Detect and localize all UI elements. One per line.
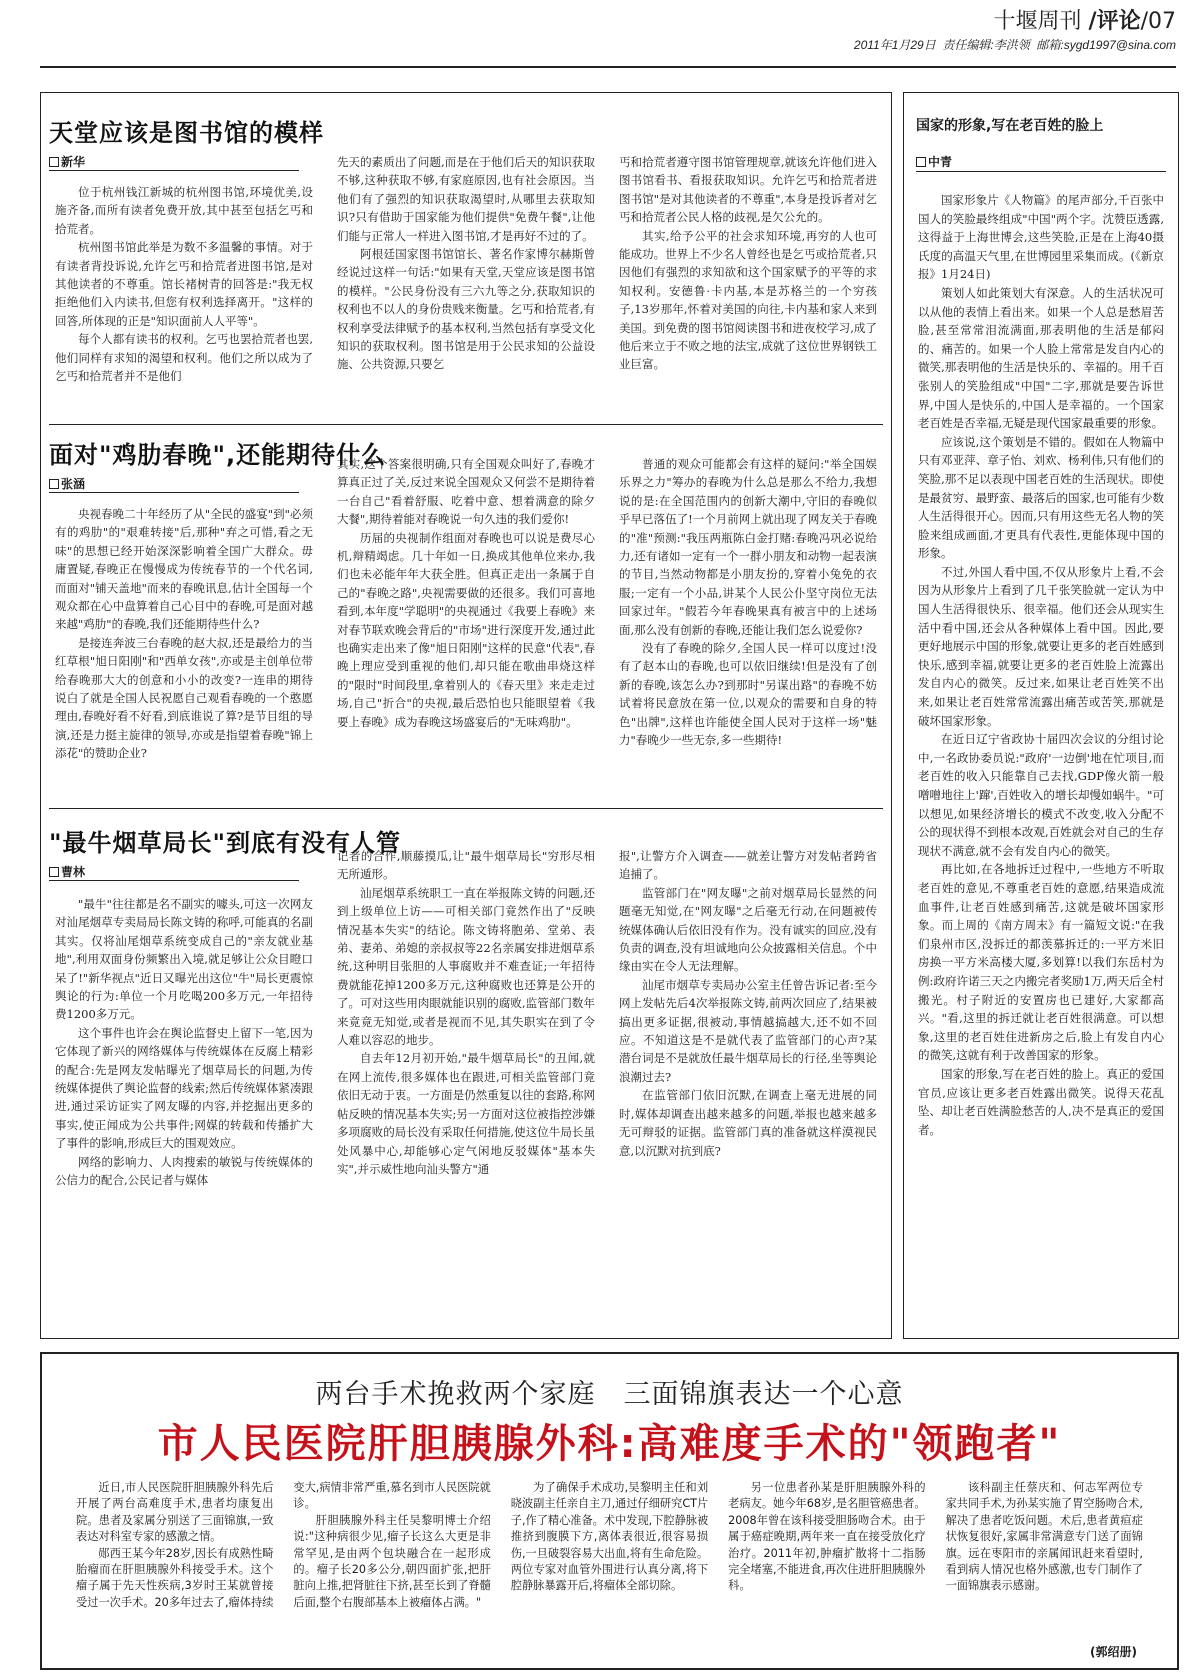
paragraph: 不过,外国人看中国,不仅从形象片上看,不会因为从形象片上看到了几千张笑脸就一定认为中国人生活得很快乐、很幸福。他们还会从现实生活中看中国,还会从各种媒体上看中国。因此,要更好地展示中国的形象,就要让更多的老百姓感到快乐,感到幸福,就要让更多的老百姓脸上流露出发自内心的微笑。反过来,如果让老百姓笑不出来,如果让老百姓常常流露出痛苦或苦笑,那就是破坏国家形象。 <box>918 564 1164 728</box>
paragraph: 阿根廷国家图书馆馆长、著名作家博尔赫斯曾经说过这样一句话:"如果有天堂,天堂应该是图书馆的模样。"公民身份没有三六九等之分,获取知识的权利也不以人的身份贵贱来衡量。乞丐和拾荒者,有权利享受法律赋予的基本权利,当然包括有享受文化知识的获取权利。图书馆是用于公民求知的公益设施、公共资源,只要乞 <box>337 247 595 372</box>
page-number: /07 <box>1140 9 1176 34</box>
paragraph: 记者的合作,顺藤摸瓜,让"最牛烟草局长"穷形尽相无所遁形。 <box>337 849 595 882</box>
paragraph: 该科副主任蔡庆和、何志军两位专家共同手术,为孙某实施了胃空肠吻合术,解决了患者吃饭问题。术后,患者黄疸症状恢复很好,家属非常满意专门送了面锦旗。远在枣阳市的亲属闻讯赶来看望时,看到病人情况也格外感激,也专门制作了一面锦旗表示感谢。 <box>945 1481 1143 1593</box>
article-column <box>55 183 313 419</box>
paragraph: "最牛"往往都是名不副实的噱头,可这一次网友对汕尾烟草专卖局局长陈文铸的称呼,可能真的名副其实。仅将汕尾烟草系统变成自己的"亲友就业基地",利用双面身份频繁出入境,就足够让公众目瞪口呆了!"新华视点"近日又曝光出这位"牛"局长更震惊舆论的行为:单位一个月吃喝200多万元,一年招待费1200多万元。 <box>55 897 313 1022</box>
paragraph: 是接连奔波三台春晚的赵大叔,还是最给力的当红草根"旭日阳刚"和"西单女孩",亦或是主创单位带给春晚那大大的创意和小小的改变?一连串的期待说白了就是全国人民祝愿自己观看春晚的一个憨愿理由,春晚好看不好看,到底谁说了算?是节目组的导演,还是力挺主旋律的领导,亦或是指望着春晚"锦上添花"的赞助企业? <box>55 635 313 761</box>
masthead <box>40 0 1176 68</box>
paragraph: 另一位患者孙某是肝胆胰腺外科的老病友。她今年68岁,是名胆管癌患者。2008年曾在该科接受胆肠吻合术。由于属于癌症晚期,两年来一直在接受放化疗治疗。2011年初,肿瘤扩散将十二指肠完全堵塞,不能进食,再次住进肝胆胰腺外科。 <box>728 1481 926 1593</box>
paragraph: 先天的素质出了问题,而是在于他们后天的知识获取不够,这种获取不够,有家庭原因,也有社会原因。当他们有了强烈的知识获取渴望时,从哪里去获取知识?只有借助于国家能为他们提供"免费午餐",让他们能与正常人一样进入图书馆,才是再好不过的了。 <box>337 155 595 243</box>
section-name: 评论 <box>1096 9 1141 34</box>
paragraph: 历届的央视制作组面对春晚也可以说是费尽心机,辩精竭虑。几十年如一日,换成其他单位来办,我们也未必能年年大获全胜。但真正走出一条属于自己的"春晚之路",央视需要做的还很多。我们可喜地看到,本年度"学聪明"的央视通过《我要上春晚》来对春节联欢晚会背后的"市场"进行深度开发,通过此也确实走出来了像"旭日阳刚"这样的民意"代表",春晚上理应受到重视的他们,却只能在歌曲串烧这样的"限时"时间段里,拿着别人的《春天里》来走走过场,自己"折合"的央视,最后恐怕也只能眼望着《我要上春晚》成为春晚这场盛宴后的"无味鸡肋"。 <box>337 530 595 729</box>
paragraph: 在监管部门依旧沉默,在调查上毫无进展的同时,媒体却调查出越来越多的问题,举报也越来越多无可辩驳的证据。监管部门真的准备就这样漠视民意,以沉默对抗到底? <box>619 1088 877 1158</box>
article-column <box>55 505 313 803</box>
feature-subtitle <box>42 1372 1177 1411</box>
article-column <box>619 847 877 1331</box>
feature-headline: 市人民医院肝胆胰腺外科:高难度手术的"领跑者" <box>157 1421 1062 1467</box>
paragraph: 策划人如此策划大有深意。人的生活状况可以从他的表情上看出来。如果一个人总是愁眉苦脸,甚至常常泪流满面,那表明他的生活是郁闷的、痛苦的。如果一个人脸上常常是发自内心的微笑,那表明他的生活是快乐的、幸福的。用千百张别人的笑脸组成"中国"二字,那就是要告诉世界,中国人是快乐的,中国人是幸福的。一个国家老百姓是否幸福,无疑是现代国家最重要的形象。 <box>918 285 1164 431</box>
article-title: 天堂应该是图书馆的模样 <box>49 119 324 147</box>
paragraph: 近日,市人民医院肝胆胰腺外科先后开展了两台高难度手术,患者均康复出院。患者及家属分别送了三面锦旗,一致表达对科室专家的感激之情。 <box>76 1481 274 1544</box>
article-author: 新华 <box>49 153 85 170</box>
issue-byline <box>854 36 1176 53</box>
paragraph: 汕尾市烟草专卖局办公室主任曾告诉记者:至今网上发帖先后4次举报陈文铸,前两次回应了,结果被搞出更多证据,很被动,事情越搞越大,还不如不回应。不知道这是不是就代表了监管部门的心声?某潜台词是不是就放任最牛烟草局长的行径,坐等舆论浪潮过去? <box>619 977 877 1084</box>
paragraph: 其实,给予公平的社会求知环境,再穷的人也可能成功。世界上不少名人曾经也是乞丐或拾荒者,只因他们有强烈的求知欲和这个国家赋予的平等的求知权利。安德鲁·卡内基,本是苏格兰的一个穷孩子,13岁那年,怀着对美国的向往,卡内基和家人来到美国。到免费的图书馆阅读图书和进夜校学习,成了他后来立于不败之地的法宝,成就了这位世界钢铁工业巨富。 <box>619 228 877 372</box>
paragraph: 报",让警方介入调查——就差让警方对发帖者跨省追捕了。 <box>619 849 877 882</box>
commentary-panel <box>40 92 892 1339</box>
paragraph: 这个事件也许会在舆论监督史上留下一笔,因为它体现了新兴的网络媒体与传统媒体在反腐上精彩的配合:先是网友发帖曝光了烟草局长的问题,为传统媒体提供了舆论监督的线索;然后传统媒体紧凑跟进,通过采访证实了网友曝的内容,并挖掘出更多的事实,使正闻成为公共事件;网媒的转载和传播扩大了事件的影响,形成巨大的围观效应。 <box>55 1025 313 1151</box>
paragraph: 国家形象片《人物篇》的尾声部分,千百张中国人的笑脸最终组成"中国"两个字。沈赞臣透露,这得益于上海世博会,这些笑脸,正是在上海40摄氏度的高温天气里,在世博园里采集而成。(《新京报》1月24日) <box>918 193 1164 282</box>
subtitle-left: 两台手术挽救两个家庭 <box>315 1379 596 1410</box>
paragraph: 监管部门在"网友曝"之前对烟草局长显然的问题毫无知觉,在"网友曝"之后毫无行动,在问题被传统媒体确认后依旧没有作为。没有诚实的回应,没有负责的调查,没有坦诚地向公众披露相关信息。个中缘由实在令人无法理解。 <box>619 885 877 974</box>
paragraph: 网络的影响力、人肉搜索的敏锐与传统媒体的公信力的配合,公民记者与媒体 <box>55 1154 313 1188</box>
article-column <box>337 153 595 419</box>
paragraph: 其实,这个答案很明确,只有全国观众叫好了,春晚才算真正过了关,反过来说全国观众又何尝不是期待着一台自己"看着舒服、吃着中意、想着满意的除夕大餐",期待着能对春晚说一句久违的我们爱你! <box>337 457 595 527</box>
sidebar-author: 中青 <box>916 153 952 170</box>
issue-date: 2011年1月29日 <box>853 38 936 52</box>
paragraph: 丐和拾荒者遵守图书馆管理规章,就该允许他们进入图书馆看书、看报获取知识。允许乞丐和拾荒者进图书馆"是对其他读者的不尊重",本身是投诉者对乞丐和拾荒者公民人格的歧视,是欠公允的。 <box>619 155 877 225</box>
paragraph: 每个人都有读书的权利。乞丐也罢拾荒者也罢,他们同样有求知的渴望和权利。他们之所以成为了乞丐和拾荒者并不是他们 <box>55 332 313 384</box>
article-title: "最牛烟草局长"到底有没有人管 <box>49 829 402 857</box>
paragraph: 自去年12月初开始,"最牛烟草局长"的丑闻,就在网上流传,很多媒体也在跟进,可相关监管部门竟依旧无动于衷。一方面是仍然重复以往的套路,称网帖反映的情况基本失实;另一方面对这位被指控涉嫌多项腐败的局长没有采取任何措施,使这位牛局长虽处风暴中心,却能够心定气闲地反驳媒体"基本失实",并示威性地向汕头警方"通 <box>337 1051 595 1176</box>
author-rule <box>49 880 299 881</box>
hospital-feature <box>40 1352 1179 1670</box>
paragraph: 杭州图书馆此举是为数不多温馨的事情。对于有读者背投诉说,允许乞丐和拾荒者进图书馆,是对其他读者的不尊重。馆长褚树青的回答是:"我无权拒绝他们入内读书,但您有权利选择离开。"这样的回答,所体现的正是"知识面前人人平等"。 <box>55 240 313 328</box>
article-title: 面对"鸡肋春晚",还能期待什么 <box>49 441 387 469</box>
paragraph: 肝胆胰腺外科主任吴黎明博士介绍说:"这种病很少见,瘤子长这么大更是非常罕见,是由两个包块融合在一起形成的。瘤子长20多公分,朝四面扩张,把肝脏向上推,把肾脏往下挤,甚至长到了脊髓后面,整个右腹部基本上被瘤体占满。" <box>293 1513 491 1609</box>
responsible-editor: 责任编辑:李洪领 <box>942 38 1030 52</box>
paper-name: 十堰周刊 <box>993 9 1082 34</box>
article-column <box>619 455 877 803</box>
sidebar-body <box>918 191 1164 1328</box>
feature-signature: (郭绍册) <box>1090 1645 1137 1659</box>
paragraph: 普通的观众可能都会有这样的疑问:"举全国娱乐界之力"筹办的春晚为什么总是那么不给力,我想说的是:在全国范围内的创新大潮中,守旧的春晚似乎早已落伍了!一个月前网上就出现了网友关于春晚的"准"预测:"我压两瓶陈白金打赌:春晚冯巩必说给力,还有诸如一定有一个一群小朋友和动物一起表演的节目,当然动物都是小朋友扮的,穿着小兔免的衣服;一定有一个小品,讲某个人民公仆坚守岗位无法回家过年。"假若今年春晚果真有被言中的上述场面,那么没有创新的春晚,还能让我们怎么说爱你? <box>619 457 877 637</box>
sidebar-title: 国家的形象,写在老百姓的脸上 <box>916 118 1104 134</box>
paragraph: 央视春晚二十年经历了从"全民的盛宴"到"必须有的鸡肋"的"艰难转接"后,那种"弃之可惜,看之无味"的思想已经开始深深影响着全国广大群众。毋庸置疑,春晚正在慢慢成为传统春节的一个代名词,而面对"铺天盖地"而来的春晚讯息,估计全国每一个观众都在心中盘算着自己心目中的春晚,可是面对越来越"鸡肋"的春晚,我们还能期待些什么? <box>55 507 313 632</box>
article-library <box>41 93 891 423</box>
paragraph: 郧西王某今年28岁,因长有成熟性畸胎瘤而在肝胆胰腺外科接受手术。这个瘤子属于先天性疾病,3岁时王某就曾接受过一次手术。20多年过去了,瘤体持续变大,病情非常严重,慕名到市人民医院就诊。 <box>76 1481 491 1609</box>
article-author: 曹林 <box>49 863 85 880</box>
article-column <box>337 847 595 1331</box>
article-column <box>337 455 595 803</box>
paragraph: 没有了春晚的除夕,全国人民一样可以度过!没有了赵本山的春晚,也可以依旧继续!但是没有了创新的春晚,该怎么办?到那时"另谋出路"的春晚不妨试着将民意放在第一位,以观众的需要和自身的特色"出牌",这样也许能使全国人民对于这样一场"魅力"春晚少一些无奈,多一些期待! <box>619 641 877 748</box>
feature-body <box>76 1480 1143 1646</box>
article-spring-gala <box>41 425 891 807</box>
paragraph: 应该说,这个策划是不错的。假如在人物篇中只有邓亚萍、章子怡、刘欢、杨利伟,只有他们的笑脸,那不足以表现中国老百姓的生活现状。即使是最贫穷、最野蛮、最落后的国家,也可能有少数人生活得很开心。因而,只有用这些无名人物的笑脸来组成画面,才更具有代表性,更能体现中国的形象。 <box>918 434 1164 561</box>
article-tobacco-chief <box>41 809 891 1337</box>
paragraph: 位于杭州钱江新城的杭州图书馆,环境优美,设施齐备,而所有读者免费开放,其中甚至包括乞丐和拾荒者。 <box>55 185 313 236</box>
paragraph: 为了确保手术成功,吴黎明主任和刘晓波副主任亲自主刀,通过仔细研究CT片子,作了精心准备。术中发现,下腔静脉被推挤到腹膜下方,离体表很近,很容易损伤,一旦破裂容易大出血,将有生命危险。两位专家对血管外围进行认真分离,将下腔静脉暴露开后,将瘤体全部切除。 <box>510 1481 709 1593</box>
article-column <box>55 895 313 1331</box>
article-column <box>619 153 877 419</box>
title-slash: / <box>1088 9 1097 34</box>
editor-email: 邮箱:sygd1997@sina.com <box>1036 38 1176 52</box>
publication-title <box>994 4 1176 35</box>
author-rule <box>49 170 299 171</box>
article-author: 张涵 <box>49 475 85 492</box>
paragraph: 国家的形象,写在老百姓的脸上。真正的爱国官员,应该让更多老百姓露出微笑。说得天花乱坠、却让老百姓满脸愁苦的人,决不是真正的爱国者。 <box>918 1066 1164 1137</box>
paragraph: 汕尾烟草系统职工一直在举报陈文铸的问题,还到上级单位上访——可相关部门竟然作出了"反映情况基本失实"的结论。陈文铸将胞弟、堂弟、表弟、妻弟、弟媳的亲叔叔等22名亲属安排进烟草系统,这种明目张胆的人事腐败并不难查证;一年招待费就能花掉1200多万元,这种腐败也还算是公开的了。可对这些用肉眼就能识别的腐败,监管部门数年来竟竟无知觉,或者是视而不见,其失职实在到了令人难以容忍的地步。 <box>337 885 595 1048</box>
paragraph: 再比如,在各地拆迁过程中,一些地方不听取老百姓的意见,不尊重老百姓的意愿,结果造成流血事件,让老百姓感到痛苦,这就是破坏国家形象。而上周的《南方周末》有一篇短文说:"在我们泉州市区,没拆迁的都羡慕拆迁的:一平方米旧房换一平方米高楼大厦,多划算!以我们东岳村为例:政府许诺三天之内搬完者奖励1万,两天后全村搬光。村子附近的安置房也已建好,大家都高兴。"看,这里的拆迁就让老百姓很满意。可以想象,这里的老百姓住进新房之后,脸上有发自内心的微笑,这就有利于改善国家的形象。 <box>918 862 1164 1063</box>
subtitle-right: 三面锦旗表达一个心意 <box>623 1379 904 1410</box>
author-rule <box>49 492 299 493</box>
sidebar-commentary <box>903 92 1179 1339</box>
paragraph: 在近日辽宁省政协十届四次会议的分组讨论中,一名政协委员说:"政府'一边倒'地在忙项目,而老百姓的收入只能靠自己去找,GDP像火箭一般噌噌地往上'蹿',百姓收入的增长却慢如蜗牛。"可以想见,如果经济增长的模式不改变,收入分配不公的现状得不到根本改观,百姓就会对自己的生存现状不满意,就不会有发自内心的微笑。 <box>918 732 1164 858</box>
author-rule <box>916 171 1166 172</box>
